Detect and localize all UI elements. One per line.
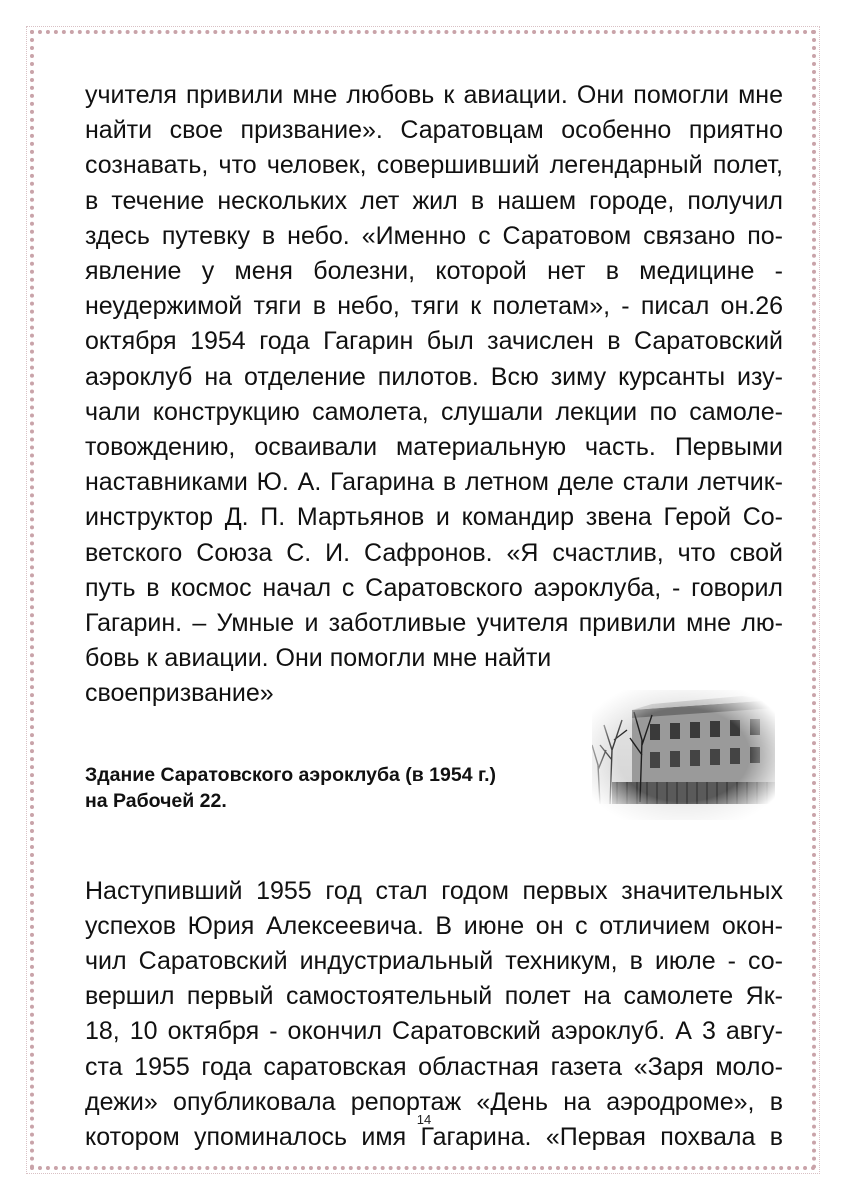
paragraph-line: 18, 10 октября - окончил Саратовский аэроклуб. А 3 авгу- [85, 1017, 783, 1046]
paragraph-line: товождению, осваивали материальную часть. Первыми [85, 433, 783, 462]
paragraph-line: чил Саратовский индустриальный техникум, в июле - со- [85, 947, 783, 976]
paragraph-line: неудержимой тяги в небо, тяги к полетам», - писал он.26 [85, 292, 783, 321]
paragraph-1 [85, 78, 783, 712]
paragraph-line: Гагарин. – Умные и заботливые учителя привили мне лю- [85, 609, 783, 638]
paragraph-line: своепризвание» [85, 679, 274, 708]
paragraph-line: явление у меня болезни, которой нет в медицине - [85, 257, 783, 286]
paragraph-line: наставниками Ю. А. Гагарина в летном деле стали летчик- [85, 468, 783, 497]
caption-line: на Рабочей 22. [85, 789, 227, 812]
paragraph-line: здесь путевку в небо. «Именно с Саратовом связано по- [85, 221, 783, 250]
figure-block [85, 712, 783, 832]
paragraph-line: учителя привили мне любовь к авиации. Они помогли мне [85, 81, 783, 109]
paragraph-line: котором упоминалось имя Гагарина. «Первая похвала в [85, 1123, 783, 1152]
paragraph-line: ста 1955 года саратовская областная газета «Заря моло- [85, 1052, 783, 1081]
figure-caption [85, 762, 496, 814]
paragraph-line: инструктор Д. П. Мартьянов и командир звена Герой Со- [85, 503, 783, 532]
paragraph-line: октября 1954 года Гагарин был зачислен в Саратовский [85, 327, 783, 356]
paragraph-line: ветского Союза С. И. Сафронов. «Я счастлив, что свой [85, 538, 783, 567]
paragraph-line: чали конструкцию самолета, слушали лекции по самоле- [85, 397, 783, 426]
document-page [85, 78, 783, 1155]
building-photo [592, 690, 775, 820]
paragraph-line: бовь к авиации. Они помогли мне найти [85, 644, 552, 673]
paragraph-line: путь в космос начал с Саратовского аэроклуба, - говорил [85, 573, 783, 602]
paragraph-line: найти свое призвание». Саратовцам особенно приятно [85, 116, 783, 145]
paragraph-line: сознавать, что человек, совершивший легендарный полет, [85, 151, 783, 180]
paragraph-line: в течение нескольких лет жил в нашем городе, получил [85, 186, 783, 215]
paragraph-line: дежи» опубликовала репортаж «День на аэродроме», в [85, 1087, 783, 1116]
page-number: 14 [416, 1112, 432, 1127]
paragraph-line: вершил первый самостоятельный полет на самолете Як- [85, 982, 783, 1011]
paragraph-line: Наступивший 1955 год стал годом первых значительных [85, 876, 783, 905]
paragraph-line: аэроклуб на отделение пилотов. Всю зиму курсанты изу- [85, 362, 783, 391]
caption-line: Здание Саратовского аэроклуба (в 1954 г.) [85, 763, 497, 786]
paragraph-line: успехов Юрия Алексеевича. В июне он с отличием окон- [85, 911, 783, 940]
